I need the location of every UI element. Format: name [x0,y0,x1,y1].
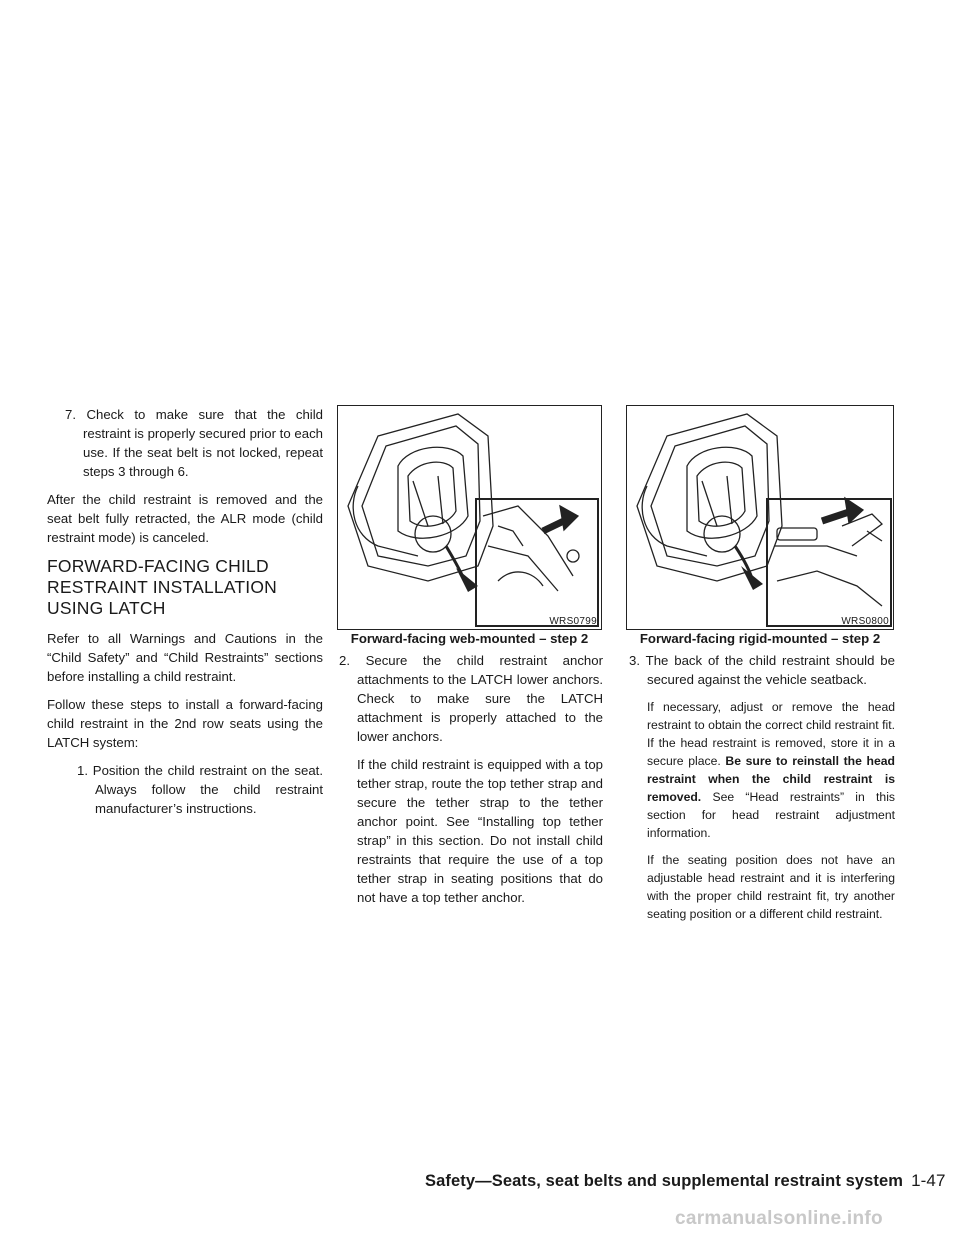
page-number: 1-47 [911,1171,946,1190]
step-2-subtext: If the child restraint is equipped with a top tether strap, route the top tether strap and secure the tether strap to the tether anchor point. See “Installing top tether strap” in this section. Do not install child restraints that require the use of a top tether strap in seating positions that do not have a top tether anchor. [357,757,603,905]
step-3-sub-bold: Be sure to reinstall the head restraint when the child restraint is removed. [647,754,895,804]
step-3-subtext-2: If the seating position does not have an adjustable head restraint and it is interfering with the proper child restraint fit, try another seating position or a different child restraint. [647,853,895,921]
child-seat-rigid-illustration [627,406,893,629]
figure-rigid-mounted [626,405,894,630]
step-1-number: 1. [77,763,88,778]
alr-paragraph: After the child restraint is removed and the seat belt fully retracted, the ALR mode (child restraint mode) is canceled. [47,492,323,545]
step-1 [59,761,323,818]
step-3 [629,651,895,689]
step-3-text: The back of the child restraint should be secured against the vehicle seatback. [645,653,895,687]
section-heading: FORWARD-FACING CHILD RESTRAINT INSTALLATION USING LATCH [47,556,277,618]
right-column [629,651,895,932]
watermark: carmanualsonline.info [675,1208,883,1229]
step-2-text: Secure the child restraint anchor attachments to the LATCH lower anchors. Check to make sure the LATCH attachment is properly attached to the lower anchors. [357,653,603,744]
figure-caption-web-mounted: Forward-facing web-mounted – step 2 [350,631,589,646]
figure-code: WRS0799 [549,616,597,627]
step-3-sub-b: See “Head restraints” in this section for head restraint adjustment information. [647,790,895,840]
figure-code: WRS0800 [841,616,889,627]
step-2-number: 2. [339,653,350,668]
figure-web-mounted [337,405,602,630]
middle-column [339,651,603,916]
step-7 [47,405,323,481]
step-7-number: 7. [65,407,76,422]
page-footer [425,1171,946,1191]
step-7-text: Check to make sure that the child restraint is properly secured prior to each use. If the seat belt is not locked, repeat steps 3 through 6. [83,407,323,479]
step-2 [339,651,603,746]
follow-paragraph: Follow these steps to install a forward-facing child restraint in the 2nd row seats using the LATCH system: [47,697,323,750]
step-3-sub-a: If necessary, adjust or remove the head restraint to obtain the correct child restraint fit. If the head restraint is removed, store it in a secure place. [647,700,895,768]
footer-section-title: Safety—Seats, seat belts and supplemental restraint system [425,1172,904,1190]
figure-caption-rigid-mounted: Forward-facing rigid-mounted – step 2 [639,631,881,646]
left-column [47,405,323,827]
child-seat-illustration [338,406,601,629]
step-3-subtext [629,698,895,842]
step-3-number: 3. [629,653,640,668]
refer-paragraph: Refer to all Warnings and Cautions in the “Child Safety” and “Child Restraints” sections before installing a child restraint. [47,631,323,684]
step-1-text: Position the child restraint on the seat. Always follow the child restraint manufacturer’s instructions. [92,763,323,816]
